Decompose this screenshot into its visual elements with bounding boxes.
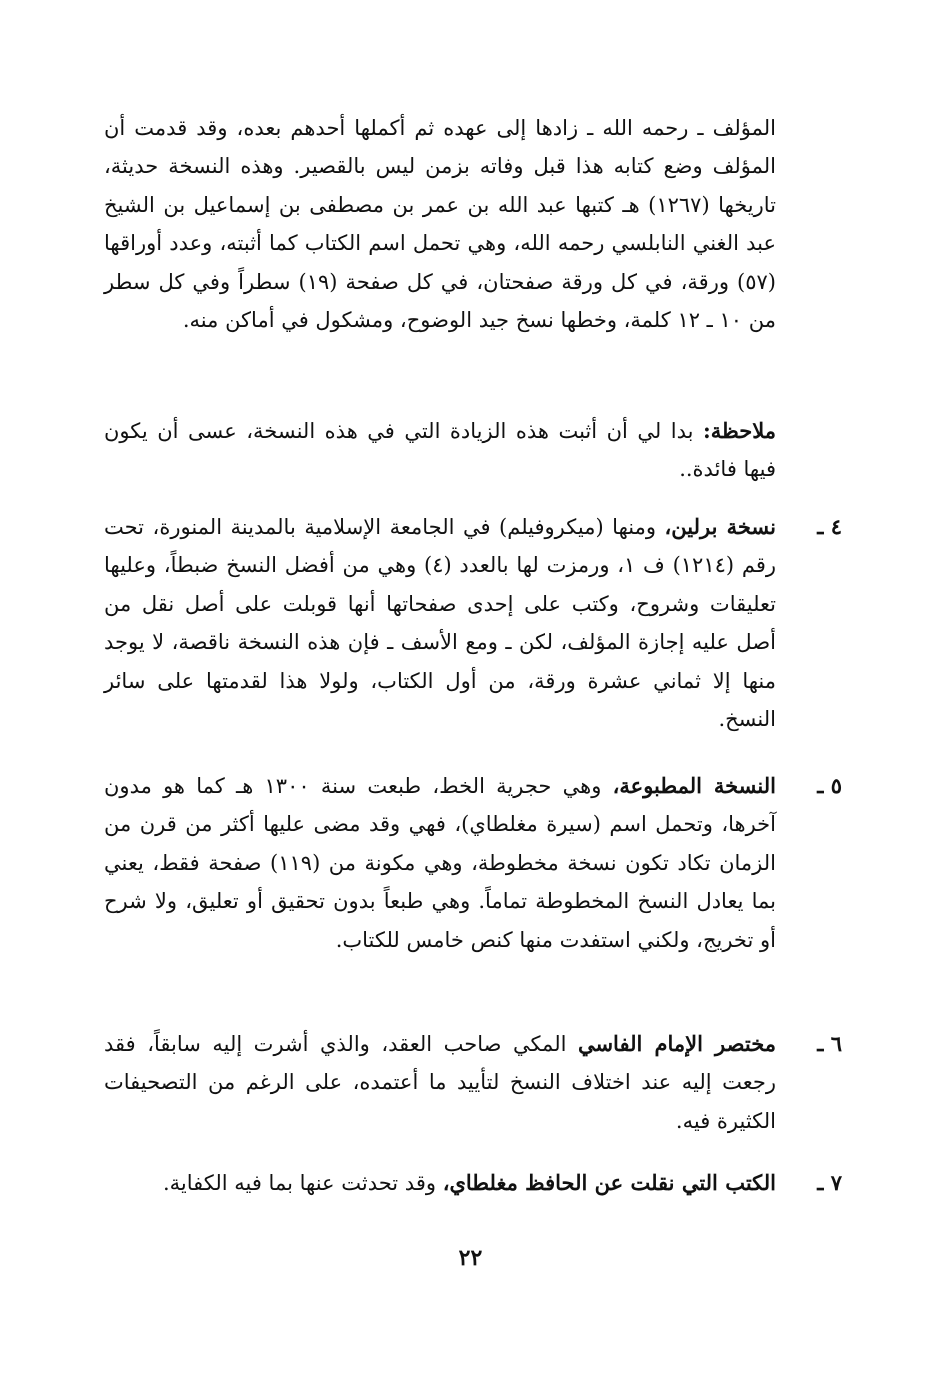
intro-paragraph	[104, 109, 776, 339]
item-number: ٥ ـ	[817, 773, 842, 798]
item-text: وهي حجرية الخط، طبعت سنة ١٣٠٠ هـ كما هو مدون آخرها، وتحمل اسم (سيرة مغلطاي)، فهي وقد مضى عليها أكثر من قرن من الزمان تكاد تكون نسخة مخطوطة، وهي مكونة من (١١٩) صفحة فقط، يعني بما يعادل النسخ المخطوطة تماماً. وهي طبعاً بدون تحقيق أو تعليق، ولا شرح أو تخريج، ولكني استفدت منها كنص خامس للكتاب.	[104, 774, 776, 952]
item-text: وقد تحدثت عنها بما فيه الكفاية.	[162, 1171, 436, 1195]
item-number: ٦ ـ	[817, 1031, 842, 1056]
list-item	[104, 767, 842, 959]
item-number: ٧ ـ	[817, 1170, 842, 1195]
list-item	[104, 1164, 842, 1202]
item-text: المكي صاحب العقد، والذي أشرت إليه سابقاً، فقد رجعت إليه عند اختلاف النسخ لتأييد ما أعتمده، على الرغم من التصحيفات الكثيرة فيه.	[104, 1032, 776, 1133]
list-item	[104, 1025, 842, 1140]
list-item	[104, 508, 842, 738]
page-number: ٢٢	[458, 1245, 483, 1271]
item-title: النسخة المطبوعة،	[612, 773, 776, 798]
note-paragraph	[104, 412, 776, 489]
item-text: ومنها (ميكروفيلم) في الجامعة الإسلامية بالمدينة المنورة، تحت رقم (١٢١٤) ف ١، ورمزت لها بالعدد (٤) وهي من أفضل النسخ ضبطاً، وعليها تعليقات وشروح، وكتب على إحدى صفحاتها أنها قوبلت على أصل نقل من أصل عليه إجازة المؤلف، لكن ـ ومع الأسف ـ فإن هذه النسخة ناقصة، لا يوجد منها إلا ثماني عشرة ورقة، من أول الكتاب، ولولا هذا لقدمتها على سائر النسخ.	[104, 515, 777, 732]
note-text: بدا لي أن أثبت هذه الزيادة التي في هذه النسخة، عسى أن يكون فيها فائدة..	[104, 419, 776, 482]
item-number: ٤ ـ	[817, 514, 842, 539]
item-title: الكتب التي نقلت عن الحافظ مغلطاي،	[442, 1170, 776, 1195]
item-title: نسخة برلين،	[664, 514, 776, 539]
item-title: مختصر الإمام الفاسي	[577, 1031, 776, 1056]
intro-text: المؤلف ـ رحمه الله ـ زادها إلى عهده ثم أكملها أحدهم بعده، وقد قدمت أن المؤلف وضع كتابه هذا قبل وفاته بزمن ليس بالقصير. وهذه النسخة حديثة، تاريخها (١٢٦٧) هـ كتبها عبد الله بن عمر بن مصطفى بن إسماعيل بن الشيخ عبد الغني النابلسي رحمه الله، وهي تحمل اسم الكتاب كما أثبته، وعدد أوراقها (٥٧) ورقة، في كل ورقة صفحتان، في كل صفحة (١٩) سطراً وفي كل سطر من ١٠ ـ ١٢ كلمة، وخطها نسخ جيد الوضوح، ومشكول في أماكن منه.	[104, 116, 776, 333]
note-label: ملاحظة:	[703, 418, 776, 443]
